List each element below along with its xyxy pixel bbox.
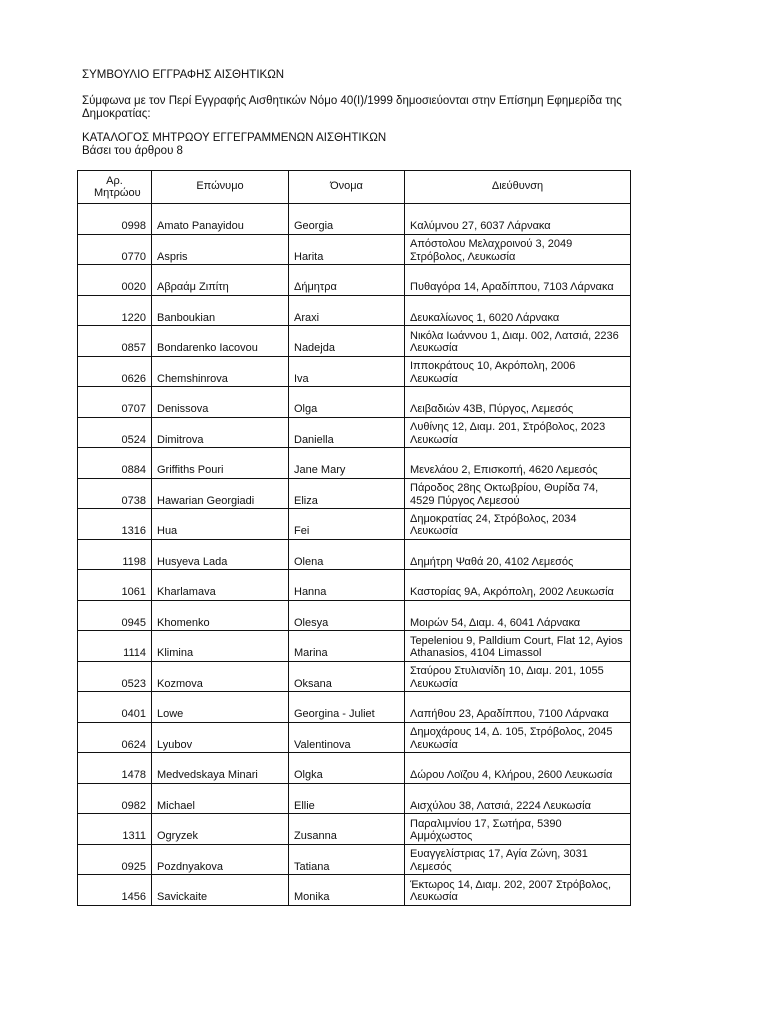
catalog-title: ΚΑΤΑΛΟΓΟΣ ΜΗΤΡΩΟΥ ΕΓΓΕΓΡΑΜΜΕΝΩΝ ΑΙΣΘΗΤΙΚΩΝ [82, 132, 387, 144]
registry-number-cell: 1198 [78, 539, 152, 570]
registry-number-cell: 0770 [78, 234, 152, 265]
first-name-cell: Jane Mary [289, 448, 405, 479]
board-title: ΣΥΜΒΟΥΛΙΟ ΕΓΓΡΑΦΗΣ ΑΙΣΘΗΤΙΚΩΝ [82, 69, 285, 81]
registry-number-cell: 0524 [78, 417, 152, 448]
table-row [78, 448, 631, 479]
first-name-cell: Daniella [289, 417, 405, 448]
col-header-first-name: Όνομα [289, 171, 405, 204]
address-cell: Δημοκρατίας 24, Στρόβολος, 2034 Λευκωσία [405, 509, 631, 540]
col-header-address: Διεύθυνση [405, 171, 631, 204]
address-cell: Νικόλα Ιωάννου 1, Διαμ. 002, Λατσιά, 2236 Λευκωσία [405, 326, 631, 357]
table-row [78, 539, 631, 570]
first-name-cell: Olga [289, 387, 405, 418]
table-row [78, 600, 631, 631]
registry-number-cell: 0626 [78, 356, 152, 387]
address-cell: Λειβαδιών 43Β, Πύργος, Λεμεσός [405, 387, 631, 418]
surname-cell: Denissova [152, 387, 289, 418]
registry-number-cell: 0884 [78, 448, 152, 479]
table-row [78, 509, 631, 540]
table-row [78, 234, 631, 265]
surname-cell: Michael [152, 783, 289, 814]
surname-cell: Dimitrova [152, 417, 289, 448]
surname-cell: Amato Panayidou [152, 204, 289, 235]
address-cell: Σταύρου Στυλιανίδη 10, Διαμ. 201, 1055 Λευκωσία [405, 661, 631, 692]
registry-number-cell: 0857 [78, 326, 152, 357]
address-cell: Πυθαγόρα 14, Αραδίππου, 7103 Λάρνακα [405, 265, 631, 296]
table-body [78, 204, 631, 906]
registry-number-cell: 0738 [78, 478, 152, 509]
table-row [78, 326, 631, 357]
surname-cell: Kozmova [152, 661, 289, 692]
first-name-cell: Araxi [289, 295, 405, 326]
address-cell: Δευκαλίωνος 1, 6020 Λάρνακα [405, 295, 631, 326]
table-row [78, 661, 631, 692]
registry-number-cell: 1220 [78, 295, 152, 326]
registry-number-cell: 0982 [78, 783, 152, 814]
surname-cell: Lyubov [152, 722, 289, 753]
address-cell: Λαπήθου 23, Αραδίππου, 7100 Λάρνακα [405, 692, 631, 723]
registry-number-cell: 1061 [78, 570, 152, 601]
registry-number-cell: 0998 [78, 204, 152, 235]
first-name-cell: Zusanna [289, 814, 405, 845]
surname-cell: Hua [152, 509, 289, 540]
first-name-cell: Olena [289, 539, 405, 570]
surname-cell: Chemshinrova [152, 356, 289, 387]
address-cell: Πάροδος 28ης Οκτωβρίου, Θυρίδα 74, 4529 Πύργος Λεμεσού [405, 478, 631, 509]
first-name-cell: Valentinova [289, 722, 405, 753]
first-name-cell: Oksana [289, 661, 405, 692]
surname-cell: Kharlamava [152, 570, 289, 601]
first-name-cell: Eliza [289, 478, 405, 509]
table-row [78, 570, 631, 601]
registry-number-cell: 0401 [78, 692, 152, 723]
first-name-cell: Tatiana [289, 844, 405, 875]
table-row [78, 844, 631, 875]
address-cell: Δώρου Λοϊζου 4, Κλήρου, 2600 Λευκωσία [405, 753, 631, 784]
surname-cell: Hawarian Georgiadi [152, 478, 289, 509]
registry-number-cell: 1311 [78, 814, 152, 845]
address-cell: Αισχύλου 38, Λατσιά, 2224 Λευκωσία [405, 783, 631, 814]
table-row [78, 356, 631, 387]
first-name-cell: Olesya [289, 600, 405, 631]
surname-cell: Khomenko [152, 600, 289, 631]
surname-cell: Griffiths Pouri [152, 448, 289, 479]
address-cell: Μενελάου 2, Επισκοπή, 4620 Λεμεσός [405, 448, 631, 479]
first-name-cell: Ellie [289, 783, 405, 814]
surname-cell: Lowe [152, 692, 289, 723]
table-row [78, 387, 631, 418]
surname-cell: Klimina [152, 631, 289, 662]
catalog-basis: Βάσει του άρθρου 8 [82, 145, 183, 157]
first-name-cell: Olgka [289, 753, 405, 784]
table-header-row [78, 171, 631, 204]
first-name-cell: Δήμητρα [289, 265, 405, 296]
table-row [78, 631, 631, 662]
surname-cell: Husyeva Lada [152, 539, 289, 570]
address-cell: Καστορίας 9Α, Ακρόπολη, 2002 Λευκωσία [405, 570, 631, 601]
address-cell: Δημοχάρους 14, Δ. 105, Στρόβολος, 2045 Λευκωσία [405, 722, 631, 753]
surname-cell: Ogryzek [152, 814, 289, 845]
address-cell: Λυθίνης 12, Διαμ. 201, Στρόβολος, 2023 Λευκωσία [405, 417, 631, 448]
registry-number-cell: 0624 [78, 722, 152, 753]
first-name-cell: Hanna [289, 570, 405, 601]
address-cell: Ευαγγελίστριας 17, Αγία Ζώνη, 3031 Λεμεσός [405, 844, 631, 875]
surname-cell: Bondarenko Iacovou [152, 326, 289, 357]
registry-number-cell: 0523 [78, 661, 152, 692]
first-name-cell: Marina [289, 631, 405, 662]
address-cell: Καλύμνου 27, 6037 Λάρνακα [405, 204, 631, 235]
first-name-cell: Iva [289, 356, 405, 387]
table-row [78, 204, 631, 235]
table-row [78, 265, 631, 296]
registry-number-cell: 1316 [78, 509, 152, 540]
surname-cell: Pozdnyakova [152, 844, 289, 875]
address-cell: Tepeleniou 9, Palldium Court, Flat 12, Ayios Athanasios, 4104 Limassol [405, 631, 631, 662]
registry-number-cell: 1478 [78, 753, 152, 784]
col-header-surname: Επώνυμο [152, 171, 289, 204]
address-cell: Δημήτρη Ψαθά 20, 4102 Λεμεσός [405, 539, 631, 570]
table-row [78, 875, 631, 906]
first-name-cell: Georgia [289, 204, 405, 235]
surname-cell: Aspris [152, 234, 289, 265]
table-row [78, 783, 631, 814]
table-row [78, 295, 631, 326]
registry-number-cell: 1456 [78, 875, 152, 906]
first-name-cell: Fei [289, 509, 405, 540]
first-name-cell: Harita [289, 234, 405, 265]
first-name-cell: Nadejda [289, 326, 405, 357]
table-row [78, 478, 631, 509]
address-cell: Απόστολου Μελαχροινού 3, 2049 Στρόβολος, Λευκωσία [405, 234, 631, 265]
surname-cell: Αβραάμ Ζιπίτη [152, 265, 289, 296]
table-row [78, 814, 631, 845]
address-cell: Ιπποκράτους 10, Ακρόπολη, 2006 Λευκωσία [405, 356, 631, 387]
address-cell: Παραλιμνίου 17, Σωτήρα, 5390 Αμμόχωστος [405, 814, 631, 845]
address-cell: Έκτωρος 14, Διαμ. 202, 2007 Στρόβολος, Λευκωσία [405, 875, 631, 906]
surname-cell: Savickaite [152, 875, 289, 906]
first-name-cell: Georgina - Juliet [289, 692, 405, 723]
registry-number-cell: 1114 [78, 631, 152, 662]
registry-number-cell: 0707 [78, 387, 152, 418]
surname-cell: Medvedskaya Minari [152, 753, 289, 784]
table-row [78, 722, 631, 753]
table-row [78, 753, 631, 784]
registry-table [77, 170, 631, 906]
registry-number-cell: 0925 [78, 844, 152, 875]
intro-paragraph: Σύμφωνα με τον Περί Εγγραφής Αισθητικών Νόμο 40(Ι)/1999 δημοσιεύονται στην Επίσημη Εφημερίδα της Δημοκρατίας: [82, 95, 622, 120]
table-row [78, 692, 631, 723]
col-header-registry-number: Αρ. Μητρώου [78, 171, 152, 204]
table-row [78, 417, 631, 448]
registry-number-cell: 0020 [78, 265, 152, 296]
registry-number-cell: 0945 [78, 600, 152, 631]
surname-cell: Banboukian [152, 295, 289, 326]
first-name-cell: Monika [289, 875, 405, 906]
address-cell: Μοιρών 54, Διαμ. 4, 6041 Λάρνακα [405, 600, 631, 631]
